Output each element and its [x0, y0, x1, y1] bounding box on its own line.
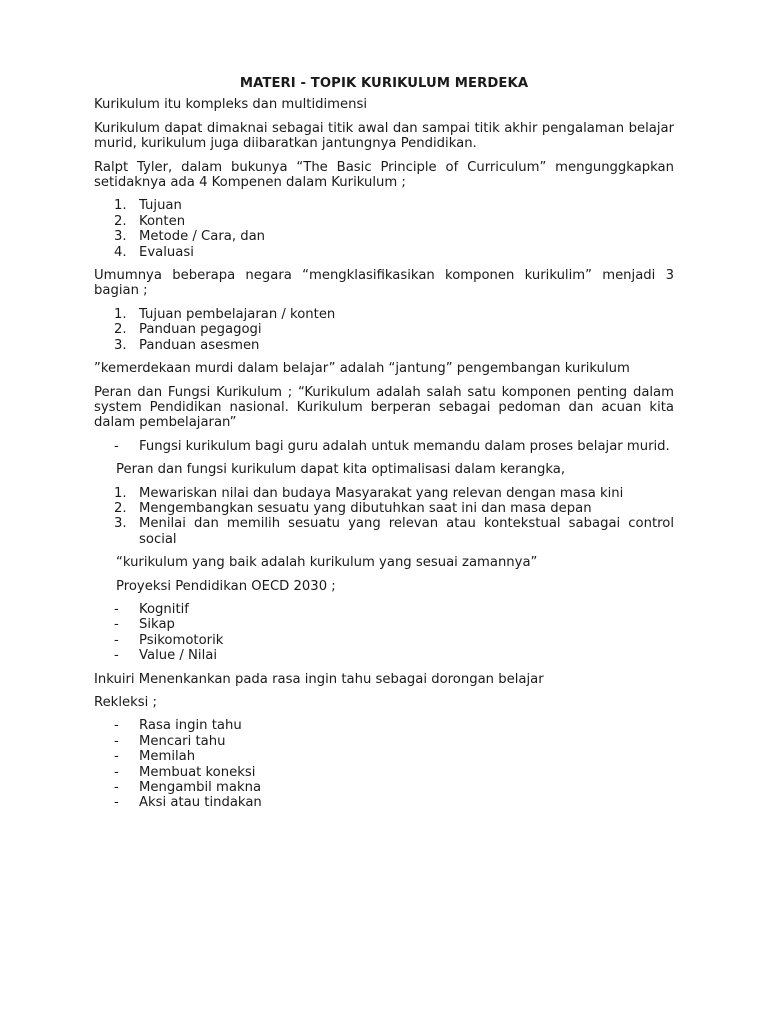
reflection-list [94, 718, 674, 810]
list-item [94, 602, 674, 617]
list-item [94, 501, 674, 516]
paragraph-4: Umumnya beberapa negara “mengklasifikasikan komponen kurikulim” menjadi 3 bagian ; [94, 268, 674, 299]
list-item [94, 780, 674, 795]
list-item-text: Sikap [139, 617, 175, 633]
list-marker: 2. [114, 322, 127, 338]
document-body [94, 76, 674, 819]
paragraph-3: Ralpt Tyler, dalam bukunya “The Basic Principle of Curriculum” mengunggkapkan setidaknya ada 4 Kompenen dalam Kurikulum ; [94, 159, 674, 191]
list-item [94, 734, 674, 749]
paragraph-5: ”kemerdekaan murdi dalam belajar” adalah “jantung” pengembangan kurikulum [94, 361, 630, 377]
list-marker: - [114, 601, 119, 617]
paragraph-1: Kurikulum itu kompleks dan multidimensi [94, 97, 367, 113]
list-marker: - [114, 718, 119, 734]
classification-list [94, 307, 674, 353]
list-item [94, 749, 674, 764]
list-marker: - [114, 438, 119, 454]
list-item-text: Psikomotorik [139, 632, 224, 648]
paragraph-9: Proyeksi Pendidikan OECD 2030 ; [116, 578, 336, 594]
list-item [94, 633, 674, 648]
paragraph-7: Peran dan fungsi kurikulum dapat kita optimalisasi dalam kerangka, [116, 462, 566, 478]
function-list [94, 439, 674, 454]
list-item-text: Menilai dan memilih sesuatu yang relevan atau kontekstual sabagai control social [139, 516, 674, 547]
list-item [94, 322, 674, 337]
list-item [94, 486, 674, 501]
list-marker: - [114, 764, 119, 780]
list-item [94, 439, 674, 454]
list-item-text: Memilah [139, 749, 196, 765]
list-item-text: Fungsi kurikulum bagi guru adalah untuk memandu dalam proses belajar murid. [139, 438, 670, 454]
list-marker: - [114, 749, 119, 765]
paragraph-6: Peran dan Fungsi Kurikulum ; “Kurikulum adalah salah satu komponen penting dalam system Pendidikan nasional. Kurikulum berperan sebagai pedoman dan acuan kita dalam pembelajaran” [94, 384, 674, 431]
paragraph-10: Inkuiri Menenkankan pada rasa ingin tahu sebagai dorongan belajar [94, 671, 544, 687]
list-marker: 2. [114, 213, 127, 229]
list-marker: - [114, 632, 119, 648]
list-item-text: Membuat koneksi [139, 764, 256, 780]
list-marker: - [114, 733, 119, 749]
list-marker: 3. [114, 229, 127, 245]
list-item [94, 795, 674, 810]
list-item [94, 765, 674, 780]
list-item [94, 516, 674, 547]
list-item [94, 648, 674, 663]
list-item [94, 214, 674, 229]
list-marker: 3. [114, 516, 127, 532]
list-item-text: Mengambil makna [139, 780, 262, 796]
list-item-text: Mengembangkan sesuatu yang dibutuhkan saat ini dan masa depan [139, 500, 592, 516]
paragraph-11: Rekleksi ; [94, 695, 157, 710]
paragraph-2: Kurikulum dapat dimaknai sebagai titik awal dan sampai titik akhir pengalaman belajar murid, kurikulum juga diibaratkan jantungnya Pendidikan. [94, 120, 674, 152]
list-item-text: Mencari tahu [139, 733, 226, 749]
list-item [94, 307, 674, 322]
components-list [94, 198, 674, 260]
list-marker: 4. [114, 244, 127, 260]
list-item-text: Rasa ingin tahu [139, 718, 242, 734]
list-marker: 1. [114, 306, 127, 322]
list-marker: - [114, 795, 119, 811]
list-item-text: Panduan pegagogi [139, 322, 262, 338]
list-item-text: Panduan asesmen [139, 337, 260, 353]
list-item-text: Metode / Cara, dan [139, 229, 266, 245]
list-item-text: Tujuan [139, 198, 182, 214]
list-marker: - [114, 617, 119, 633]
list-item [94, 198, 674, 213]
list-item-text: Mewariskan nilai dan budaya Masyarakat yang relevan dengan masa kini [139, 485, 624, 501]
list-marker: 1. [114, 485, 127, 501]
list-item-text: Aksi atau tindakan [139, 795, 262, 811]
document-title: MATERI - TOPIK KURIKULUM MERDEKA [239, 76, 529, 91]
list-marker: - [114, 780, 119, 796]
list-item-text: Value / Nilai [139, 648, 217, 664]
list-item-text: Evaluasi [139, 244, 194, 260]
framework-list [94, 486, 674, 548]
paragraph-8: “kurikulum yang baik adalah kurikulum yang sesuai zamannya” [116, 555, 538, 571]
list-item [94, 617, 674, 632]
list-marker: - [114, 648, 119, 664]
list-item-text: Kognitif [139, 601, 189, 617]
list-item-text: Tujuan pembelajaran / konten [139, 306, 336, 322]
list-item [94, 245, 674, 260]
list-marker: 3. [114, 337, 127, 353]
list-marker: 1. [114, 198, 127, 214]
list-marker: 2. [114, 500, 127, 516]
list-item [94, 718, 674, 733]
list-item [94, 229, 674, 244]
oecd-list [94, 602, 674, 664]
list-item-text: Konten [139, 213, 186, 229]
list-item [94, 338, 674, 353]
